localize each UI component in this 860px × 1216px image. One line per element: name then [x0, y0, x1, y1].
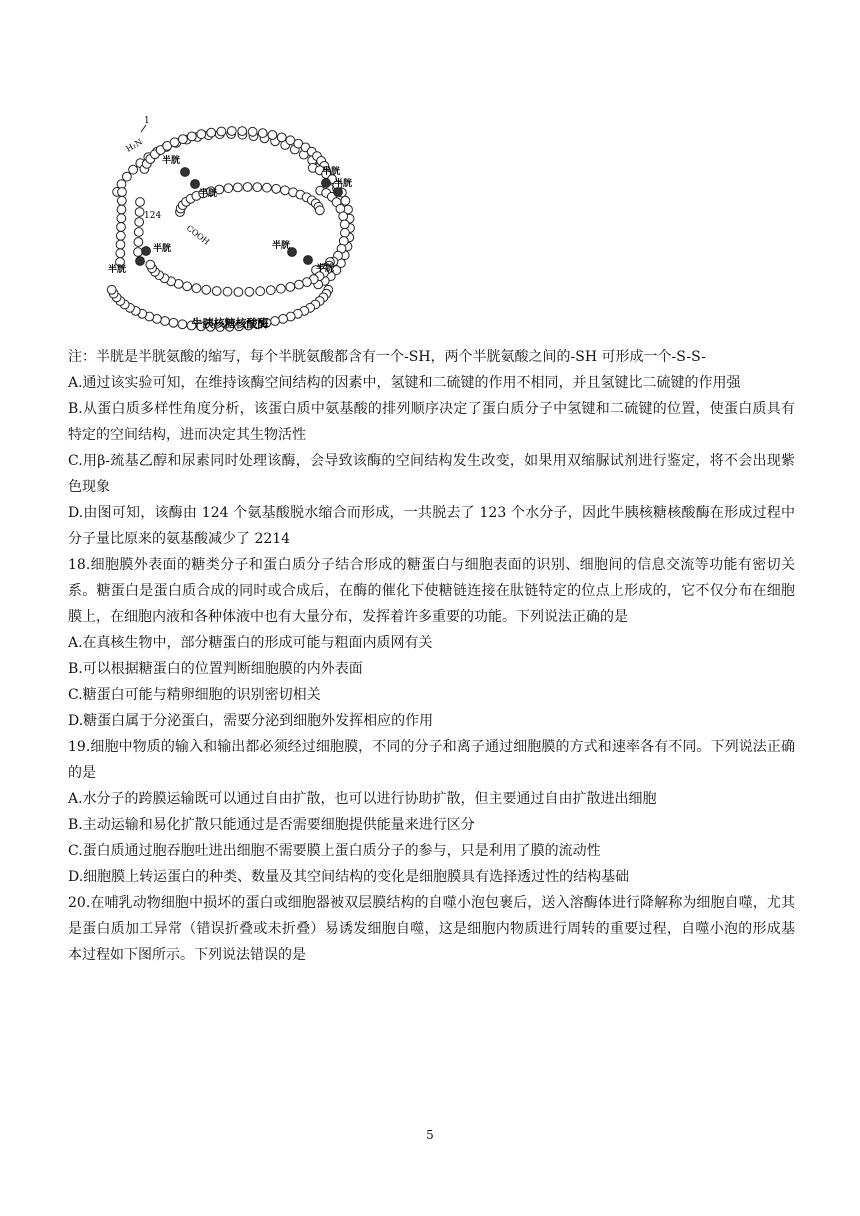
- q20-stem: 20.在哺乳动物细胞中损坏的蛋白或细胞器被双层膜结构的自噬小泡包裹后，送入溶酶体进行降解称为细胞自噬，尤其是蛋白质加工异常（错误折叠或未折叠）易诱发细胞自噬，这是细胞内物质进行周转的重要过程，自噬小泡的形成基本过程如下图所示。下列说法错误的是: [68, 895, 795, 963]
- peptide-chain-diagram: [100, 112, 360, 337]
- cys-label: 半胱: [153, 244, 172, 254]
- q19-stem: 19.细胞中物质的输入和输出都必须经过细胞膜，不同的分子和离子通过细胞膜的方式和速率各有不同。下列说法正确的是: [68, 739, 795, 781]
- amino-acid-bead: [212, 287, 221, 296]
- amino-acid-bead: [258, 129, 267, 138]
- amino-acid-bead: [245, 287, 254, 296]
- amino-acid-bead: [339, 212, 348, 221]
- amino-acid-bead: [238, 127, 247, 136]
- cysteine-bead: [304, 256, 313, 265]
- amino-acid-bead: [134, 228, 143, 237]
- q19-option-b: B.主动运输和易化扩散只能通过是否需要细胞提供能量来进行区分: [68, 817, 475, 833]
- amino-acid-bead: [179, 135, 188, 144]
- amino-acid-bead: [340, 220, 349, 229]
- cysteine-bead: [191, 180, 200, 189]
- amino-acid-bead: [253, 183, 262, 192]
- amino-acid-bead: [123, 172, 132, 181]
- amino-acid-bead: [272, 184, 281, 193]
- amino-acid-bead: [286, 283, 295, 292]
- cys-label: 半胱: [334, 179, 353, 189]
- q18-option-a: A.在真核生物中，部分糖蛋白的形成可能与粗面内质网有关: [68, 635, 433, 651]
- amino-acid-bead: [277, 133, 286, 142]
- amino-acid-bead: [234, 288, 243, 297]
- amino-acid-beads: [107, 127, 354, 332]
- page-number: 5: [426, 1128, 434, 1142]
- amino-acid-bead: [277, 284, 286, 293]
- amino-acid-bead: [268, 131, 277, 140]
- amino-acid-bead: [117, 205, 126, 214]
- amino-acid-bead: [134, 238, 143, 247]
- amino-acid-bead: [161, 317, 170, 326]
- q18-stem: 18.细胞膜外表面的糖类分子和蛋白质分子结合形成的糖蛋白与细胞表面的识别、细胞间的信息交流等功能有密切关系。糖蛋白是蛋白质合成的同时或合成后，在酶的催化下使糖链连接在肽链特定的位点上形成的，它不仅分布在细胞膜上，在细胞内液和各种体液中也有大量分布，发挥着许多重要的功能。下列说法正确的是: [68, 557, 795, 625]
- amino-acid-bead: [116, 240, 125, 249]
- amino-acid-bead: [117, 223, 126, 232]
- figure-caption: 牛胰核糖核酸酶: [191, 317, 269, 330]
- amino-acid-bead: [192, 284, 201, 293]
- protein-structure-figure: [100, 112, 360, 337]
- cys-label: 半胱: [199, 189, 218, 199]
- amino-acid-bead: [243, 183, 252, 192]
- amino-acid-bead: [197, 130, 206, 139]
- q18-option-d: D.糖蛋白属于分泌蛋白，需要分泌到细胞外发挥相应的作用: [68, 713, 434, 729]
- amino-acid-bead: [136, 198, 145, 207]
- q17-option-d: D.由图可知，该酶由 124 个氨基酸脱水缩合而形成，一共脱去了 123 个水分子，因此牛胰核糖核酸酶在形成过程中分子量比原来的氨基酸减少了 2214: [68, 505, 795, 547]
- amino-acid-bead: [116, 249, 125, 258]
- amino-acid-bead: [281, 186, 290, 195]
- amino-acid-bead: [279, 315, 288, 324]
- amino-acid-bead: [256, 287, 265, 296]
- amino-acid-bead: [118, 188, 127, 197]
- cys-label: 半胱: [162, 156, 181, 166]
- amino-acid-bead: [315, 206, 324, 215]
- cys-label: 半胱: [108, 265, 127, 275]
- amino-acid-bead: [341, 196, 350, 205]
- cys-label: 半胱: [272, 241, 291, 251]
- q17-option-c: C.用β-巯基乙醇和尿素同时处理该酶，会导致该酶的空间结构发生改变，如果用双缩脲试剂进行鉴定，将不会出现紫色现象: [68, 453, 795, 495]
- amino-acid-bead: [341, 228, 350, 237]
- label-carboxyl-terminus: COOH: [184, 223, 211, 247]
- amino-acid-bead: [295, 280, 304, 289]
- amino-acid-bead: [248, 127, 257, 136]
- amino-acid-bead: [107, 285, 116, 294]
- amino-acid-bead: [233, 183, 242, 192]
- cysteine-bead: [136, 257, 145, 266]
- amino-acid-bead: [170, 138, 179, 147]
- question-17-block: [68, 344, 795, 968]
- amino-acid-bead: [223, 287, 232, 296]
- amino-acid-bead: [135, 218, 144, 227]
- amino-acid-bead: [135, 208, 144, 217]
- cysteine-bead: [181, 168, 190, 177]
- amino-acid-bead: [207, 128, 216, 137]
- cys-label: 半胱: [322, 167, 341, 177]
- amino-acid-bead: [224, 184, 233, 193]
- label-residue-124: 124: [144, 211, 162, 221]
- amino-acid-bead: [117, 196, 126, 205]
- label-amino-terminus: H₂N: [124, 137, 144, 154]
- cysteine-bead: [142, 247, 151, 256]
- amino-acid-bead: [178, 320, 187, 329]
- q19-option-a: A.水分子的跨膜运输既可以通过自由扩散，也可以进行协助扩散，但主要通过自由扩散进出细胞: [68, 791, 657, 807]
- amino-acid-bead: [116, 231, 125, 240]
- amino-acid-bead: [202, 285, 211, 294]
- label-residue-1: 1: [144, 116, 150, 126]
- q18-option-b: B.可以根据糖蛋白的位置判断细胞膜的内外表面: [68, 661, 363, 677]
- amino-acid-bead: [134, 248, 143, 257]
- figure-note: 注：半胱是半胱氨酸的缩写，每个半胱氨酸都含有一个-SH，两个半胱氨酸之间的-SH 可形成一个-S-S-: [68, 349, 706, 365]
- amino-acid-bead: [271, 317, 280, 326]
- amino-acid-bead: [217, 127, 226, 136]
- q18-option-c: C.糖蛋白可能与精卵细胞的识别密切相关: [68, 687, 321, 703]
- amino-acid-bead: [146, 260, 155, 269]
- cys-label: 半胱: [316, 264, 335, 274]
- n-terminus-tick: [141, 125, 146, 132]
- amino-acid-bead: [129, 165, 138, 174]
- amino-acid-bead: [227, 127, 236, 136]
- amino-acid-bead: [117, 214, 126, 223]
- q19-option-c: C.蛋白质通过胞吞胞吐进出细胞不需要膜上蛋白质分子的参与，只是利用了膜的流动性: [68, 843, 601, 859]
- q19-option-d: D.细胞膜上转运蛋白的种类、数量及其空间结构的变化是细胞膜具有选择透过性的结构基础: [68, 869, 630, 885]
- amino-acid-bead: [266, 286, 275, 295]
- q17-option-b: B.从蛋白质多样性角度分析，该蛋白质中氨基酸的排列顺序决定了蛋白质分子中氢键和二硫键的位置，使蛋白质具有特定的空间结构，进而决定其生物活性: [68, 401, 795, 443]
- amino-acid-bead: [187, 132, 196, 141]
- amino-acid-bead: [263, 183, 272, 192]
- cysteine-bead: [322, 179, 331, 188]
- amino-acid-bead: [183, 282, 192, 291]
- q17-option-a: A.通过该实验可知，在维持该酶空间结构的因素中，氢键和二硫键的作用不相同，并且氢键比二硫键的作用强: [68, 375, 741, 391]
- amino-acid-bead: [169, 318, 178, 327]
